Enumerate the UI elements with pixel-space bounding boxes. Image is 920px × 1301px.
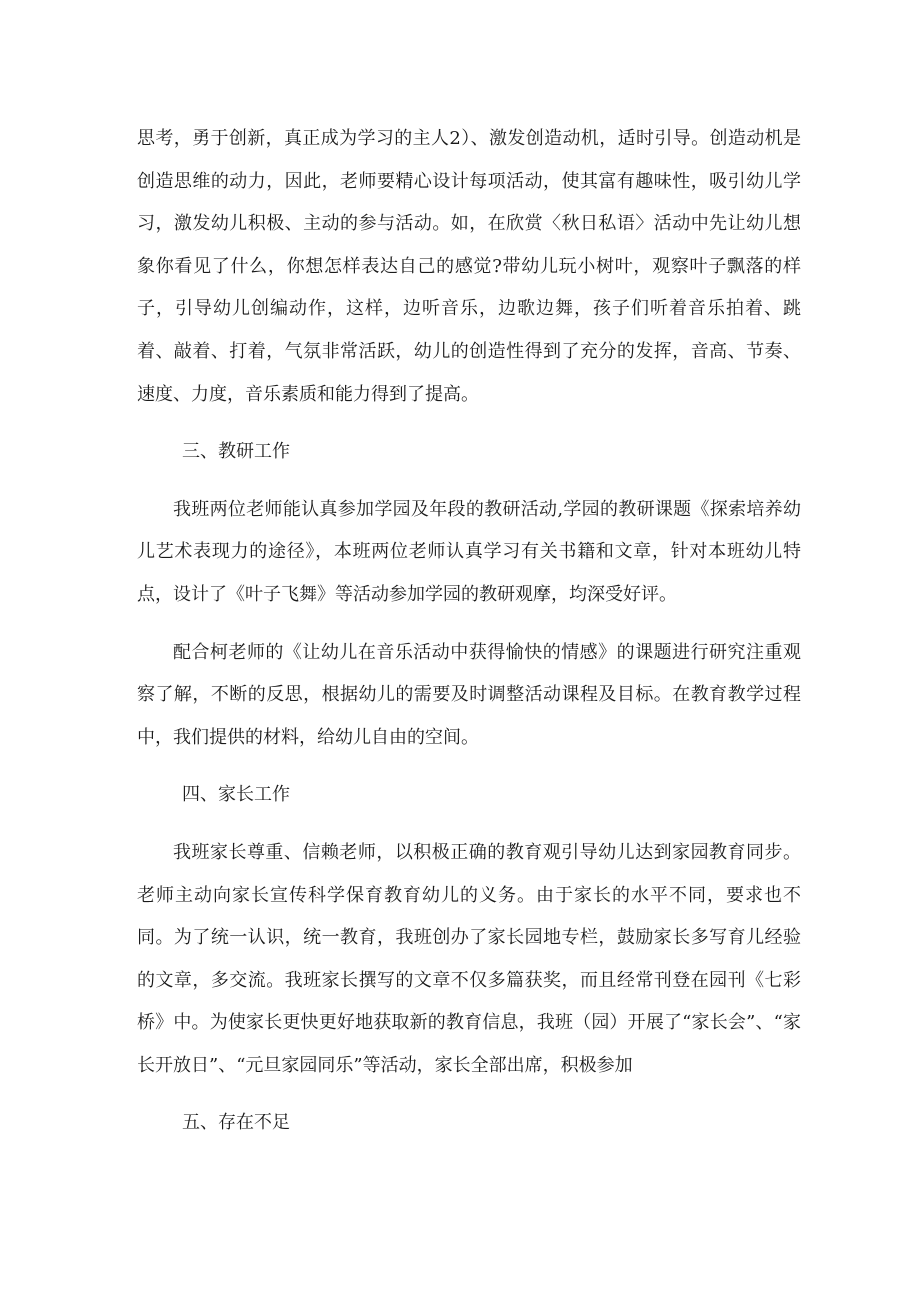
document-body xyxy=(137,118,801,1145)
paragraph-gap xyxy=(137,817,801,832)
section-heading-shortcomings: 五、存在不足 xyxy=(182,1112,290,1134)
paragraph-creativity: 思考，勇于创新，真正成为学习的主人2）、激发创造动机，适时引导。创造动机是创造思维的动力，因此，老师要精心设计每项活动，使其富有趣味性，吸引幼儿学习，激发幼儿积极、主动的参与活动。如，在欣赏〈秋日私语〉活动中先让幼儿想象你看见了什么，你想怎样表达自己的感觉?带幼儿玩小树叶，观察叶子飘落的样子，引导幼儿创编动作，这样，边听音乐，边歌边舞，孩子们听着音乐拍着、跳着、敲着、打着，气氛非常活跃，幼儿的创造性得到了充分的发挥，音高、节奏、速度、力度，音乐素质和能力得到了提高。 xyxy=(137,128,801,405)
paragraph-gap xyxy=(137,617,801,632)
paragraph-research-activities: 我班两位老师能认真参加学园及年段的教研活动,学园的教研课题《探索培养幼儿艺术表现力的途径》，本班两位老师认真学习有关书籍和文章，针对本班幼儿特点，设计了《叶子飞舞》等活动参加学园的教研观摩，均深受好评。 xyxy=(137,498,801,605)
paragraph-parent-work: 我班家长尊重、信赖老师，以积极正确的教育观引导幼儿达到家园教育同步。老师主动向家长宣传科学保育教育幼儿的义务。由于家长的水平不同，要求也不同。为了统一认识，统一教育，我班创办了家长园地专栏，鼓励家长多写育儿经验的文章，多交流。我班家长撰写的文章不仅多篇获奖，而且经常刊登在园刊《七彩桥》中。为使家长更快更好地获取新的教育信息，我班（园）开展了“家长会”、“家长开放日”、“元旦家园同乐”等活动，家长全部出席，积极参加 xyxy=(137,841,801,1076)
paragraph-research-topic: 配合柯老师的《让幼儿在音乐活动中获得愉快的情感》的课题进行研究注重观察了解，不断的反思，根据幼儿的需要及时调整活动课程及目标。在教育教学过程中，我们提供的材料，给幼儿自由的空间。 xyxy=(137,641,801,748)
section-heading-research: 三、教研工作 xyxy=(182,441,290,463)
section-heading-parents: 四、家长工作 xyxy=(182,784,290,806)
paragraph-gap xyxy=(137,474,801,489)
paragraph-gap xyxy=(137,759,801,774)
paragraph-gap xyxy=(137,416,801,431)
paragraph-gap xyxy=(137,1087,801,1102)
